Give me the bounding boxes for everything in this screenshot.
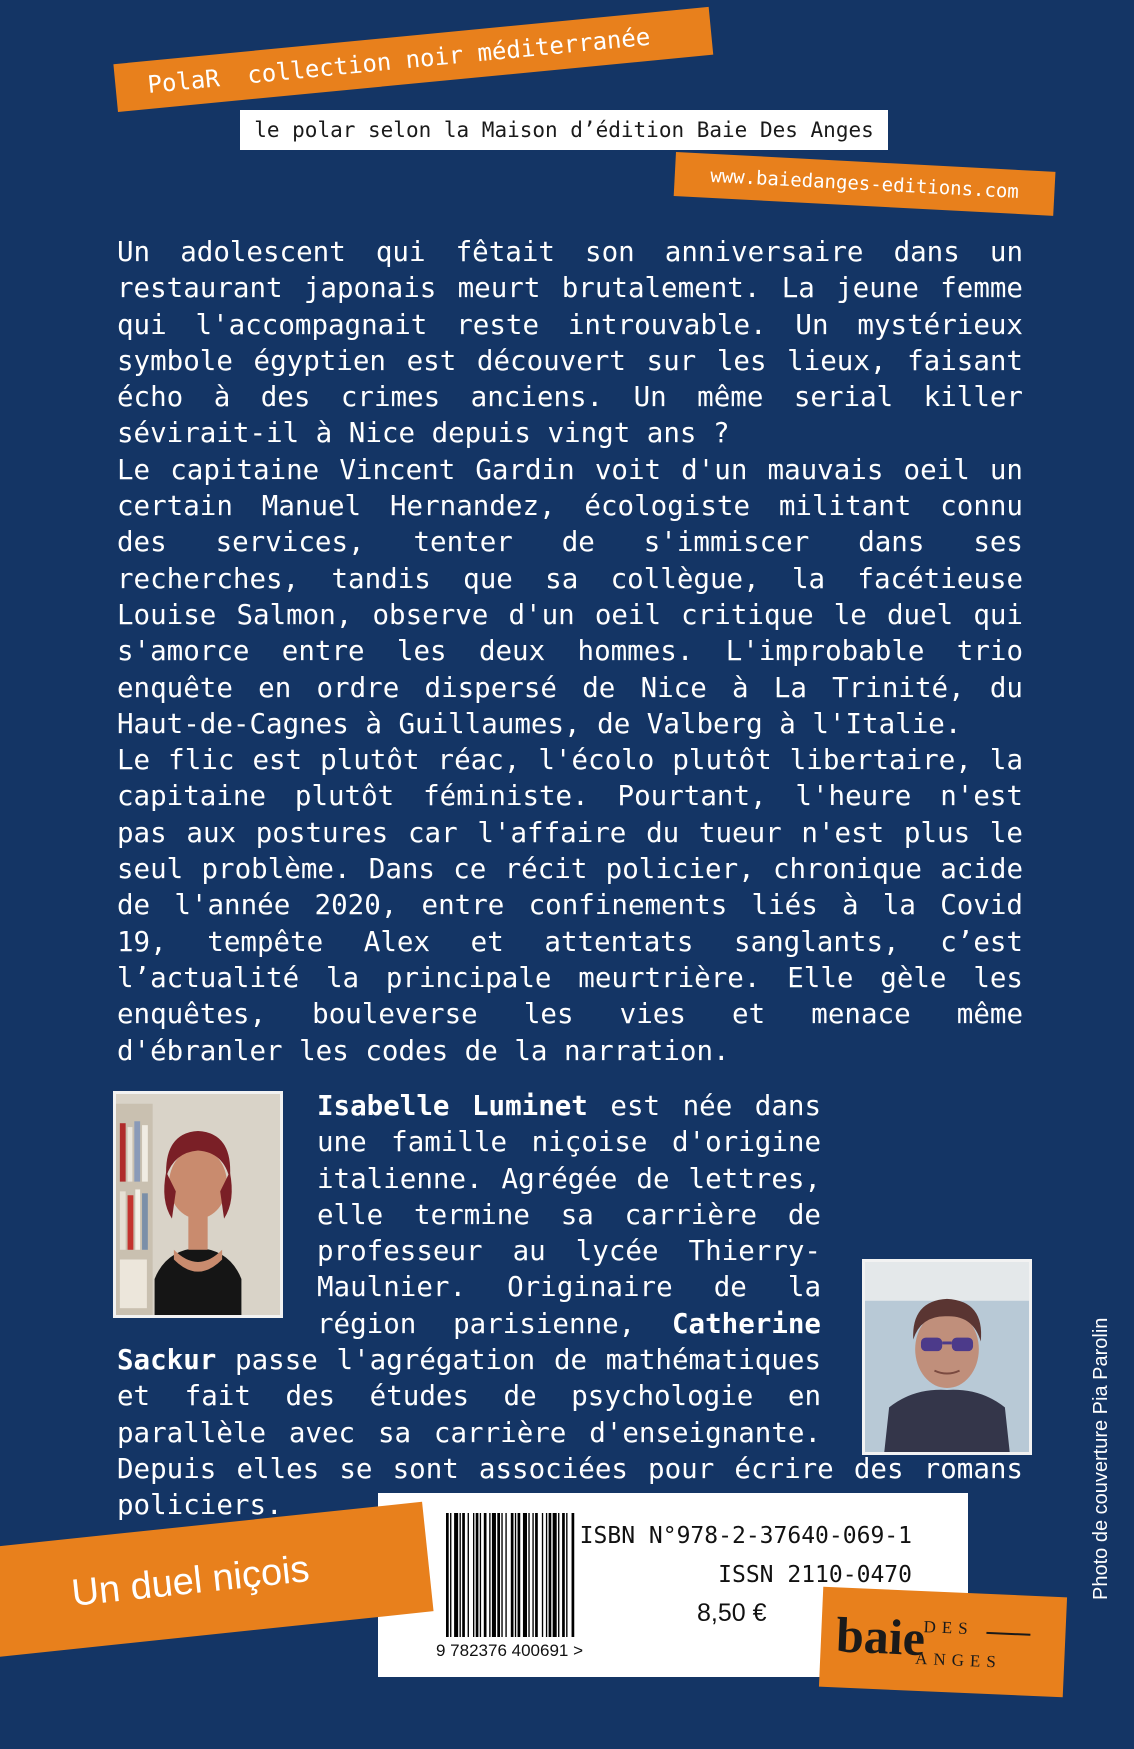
photo-credit: Photo de couverture Pia Parolin bbox=[1090, 1317, 1112, 1600]
collection-name: collection noir méditerranée bbox=[245, 22, 652, 90]
author-name-1: Isabelle Luminet bbox=[317, 1090, 588, 1122]
logo-word: baie bbox=[835, 1606, 927, 1667]
authors-bio bbox=[117, 1088, 1023, 1524]
book-title-tag: Un duel niçois bbox=[0, 1502, 434, 1658]
synopsis bbox=[117, 234, 1023, 1069]
barcode-digits: 9 782376 400691 > bbox=[436, 1641, 584, 1660]
publisher-subtitle: le polar selon la Maison d’édition Baie Des Anges bbox=[240, 110, 888, 150]
logo-line bbox=[986, 1632, 1030, 1636]
isbn-number: ISBN N°978-2-37640-069-1 bbox=[579, 1523, 912, 1549]
synopsis-paragraph-2: Le capitaine Vincent Gardin voit d'un mauvais oeil un certain Manuel Hernandez, écologiste militant connu des services, tenter de s'immiscer dans ses recherches, tandis que sa collègue, la facétieuse Louise Salmon, observe d'un oeil critique le duel qui s'amorce entre les deux hommes. L'improbable trio enquête en ordre dispersé de Nice à La Trinité, du Haut-de-Cagnes à Guillaumes, de Valberg à l'Italie. bbox=[117, 453, 1023, 740]
author-name-2: Catherine Sackur bbox=[117, 1307, 821, 1377]
isbn-block bbox=[580, 1517, 912, 1595]
series-tag: PolaR bbox=[146, 64, 221, 99]
website-link[interactable]: www.baiedanges-editions.com bbox=[674, 152, 1056, 216]
logo-anges: ANGES bbox=[914, 1648, 1003, 1672]
synopsis-paragraph-3: Le flic est plutôt réac, l'écolo plutôt libertaire, la capitaine plutôt féministe. Pourtant, l'heure n'est pas aux postures car l'affaire du tueur n'est plus le seul problème. Dans ce récit policier, chronique acide de l'année 2020, entre confinements liés à la Covid 19, tempête Alex et attentats sanglants, c’est l’actualité la principale meurtrière. Elle gèle les enquêtes, bouleverse les vies et menace même d'ébranler les codes de la narration. bbox=[117, 744, 1023, 1067]
bio-text-2: passe l'agrégation de mathématiques et fait des études de psychologie en parallèle avec sa carrière d'enseignante. Depuis elles se sont associées pour écrire des romans policiers. bbox=[117, 1344, 1023, 1522]
publisher-logo bbox=[819, 1587, 1067, 1698]
price: 8,50 € bbox=[697, 1599, 767, 1627]
logo-des: DES bbox=[923, 1617, 975, 1639]
bio-text-1: est née dans une famille niçoise d'origine italienne. Agrégée de lettres, elle termine sa carrière de professeur au lycée Thierry-Maulnier. Originaire de la région parisienne, bbox=[317, 1090, 822, 1340]
collection-banner bbox=[113, 7, 713, 112]
issn-number: ISSN 2110-0470 bbox=[718, 1562, 912, 1588]
synopsis-paragraph-1: Un adolescent qui fêtait son anniversaire dans un restaurant japonais meurt brutalement. La jeune femme qui l'accompagnait reste introuvable. Un mystérieux symbole égyptien est découvert sur les lieux, faisant écho à des crimes anciens. Un même serial killer sévirait-il à Nice depuis vingt ans ? bbox=[117, 236, 1023, 450]
